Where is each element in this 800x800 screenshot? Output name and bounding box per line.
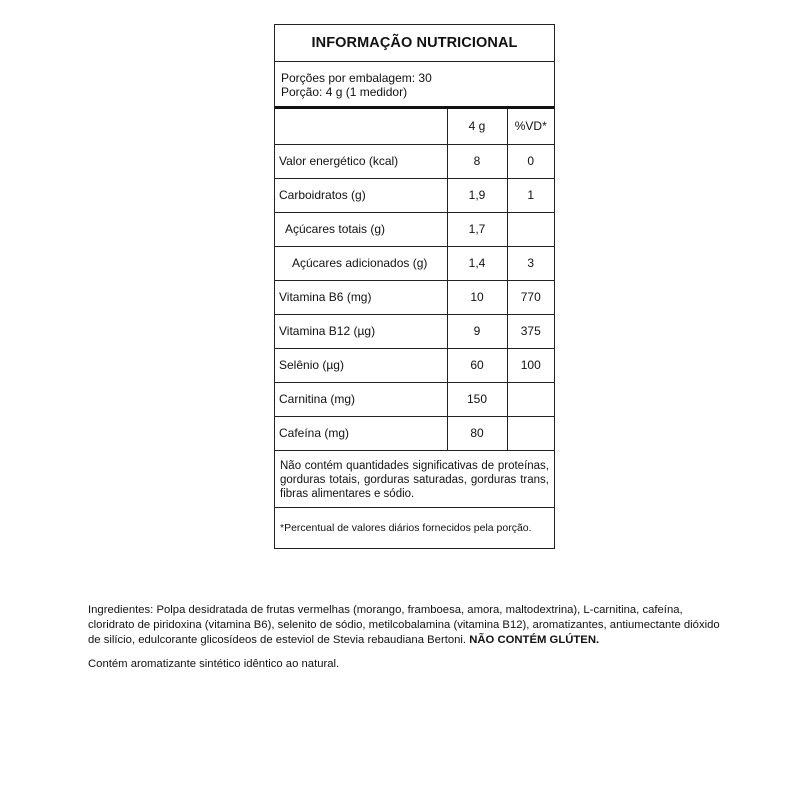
nutrient-amount: 1,4 [447, 246, 507, 280]
table-row [275, 178, 554, 212]
nutrient-amount: 8 [447, 144, 507, 178]
label-title: INFORMAÇÃO NUTRICIONAL [275, 25, 554, 62]
header-dv: %VD* [507, 109, 554, 144]
table-header-row [275, 109, 554, 144]
nutrient-name: Cafeína (mg) [275, 416, 447, 450]
nutrient-name: Carnitina (mg) [275, 382, 447, 416]
gluten-warning: NÃO CONTÉM GLÚTEN. [469, 634, 600, 646]
nutrient-amount: 10 [447, 280, 507, 314]
ingredients-paragraph [88, 603, 728, 648]
nutrient-dv: 3 [507, 246, 554, 280]
nutrient-name: Açúcares adicionados (g) [275, 246, 447, 280]
nutrient-name: Valor energético (kcal) [275, 144, 447, 178]
servings-per-package: Porções por embalagem: 30 [281, 71, 432, 85]
table-row [275, 212, 554, 246]
nutrient-dv: 375 [507, 314, 554, 348]
table-row [275, 144, 554, 178]
aroma-note: Contém aromatizante sintético idêntico ao natural. [88, 658, 340, 670]
nutrition-facts-label [274, 24, 555, 549]
header-amount: 4 g [447, 109, 507, 144]
nutrient-dv [507, 416, 554, 450]
nutrient-name: Carboidratos (g) [275, 178, 447, 212]
servings-info [275, 62, 554, 109]
nutrient-dv: 0 [507, 144, 554, 178]
header-blank [275, 109, 447, 144]
not-significant-note: Não contém quantidades significativas de proteínas, gorduras totais, gorduras saturadas, gorduras trans, fibras alimentares e sódio. [275, 451, 554, 508]
table-row [275, 382, 554, 416]
nutrient-amount: 80 [447, 416, 507, 450]
serving-size: Porção: 4 g (1 medidor) [281, 85, 408, 99]
daily-value-note: *Percentual de valores diários fornecidos pela porção. [280, 521, 532, 534]
nutrient-amount: 1,7 [447, 212, 507, 246]
nutrient-name: Vitamina B12 (µg) [275, 314, 447, 348]
nutrient-amount: 1,9 [447, 178, 507, 212]
table-row [275, 246, 554, 280]
ingredients-text: Ingredientes: Polpa desidratada de frutas vermelhas (morango, framboesa, amora, maltodextrina), L-carnitina, cafeína, cloridrato de piridoxina (vitamina B6), selenito de sódio, metilcobalamina (vitamina B12), aromatizantes, antiumectante dióxido de silício, edulcorante glicosídeos de esteviol de Stevia rebaudiana Bertoni. [88, 604, 720, 646]
table-row [275, 416, 554, 450]
nutrient-name: Açúcares totais (g) [275, 212, 447, 246]
nutrient-dv: 100 [507, 348, 554, 382]
nutrition-table [275, 109, 554, 451]
nutrient-amount: 150 [447, 382, 507, 416]
nutrient-amount: 60 [447, 348, 507, 382]
nutrient-name: Vitamina B6 (mg) [275, 280, 447, 314]
nutrient-dv [507, 212, 554, 246]
table-row [275, 348, 554, 382]
table-row [275, 280, 554, 314]
nutrient-dv: 1 [507, 178, 554, 212]
nutrient-dv: 770 [507, 280, 554, 314]
nutrient-amount: 9 [447, 314, 507, 348]
nutrient-dv [507, 382, 554, 416]
nutrient-name: Selênio (µg) [275, 348, 447, 382]
table-row [275, 314, 554, 348]
